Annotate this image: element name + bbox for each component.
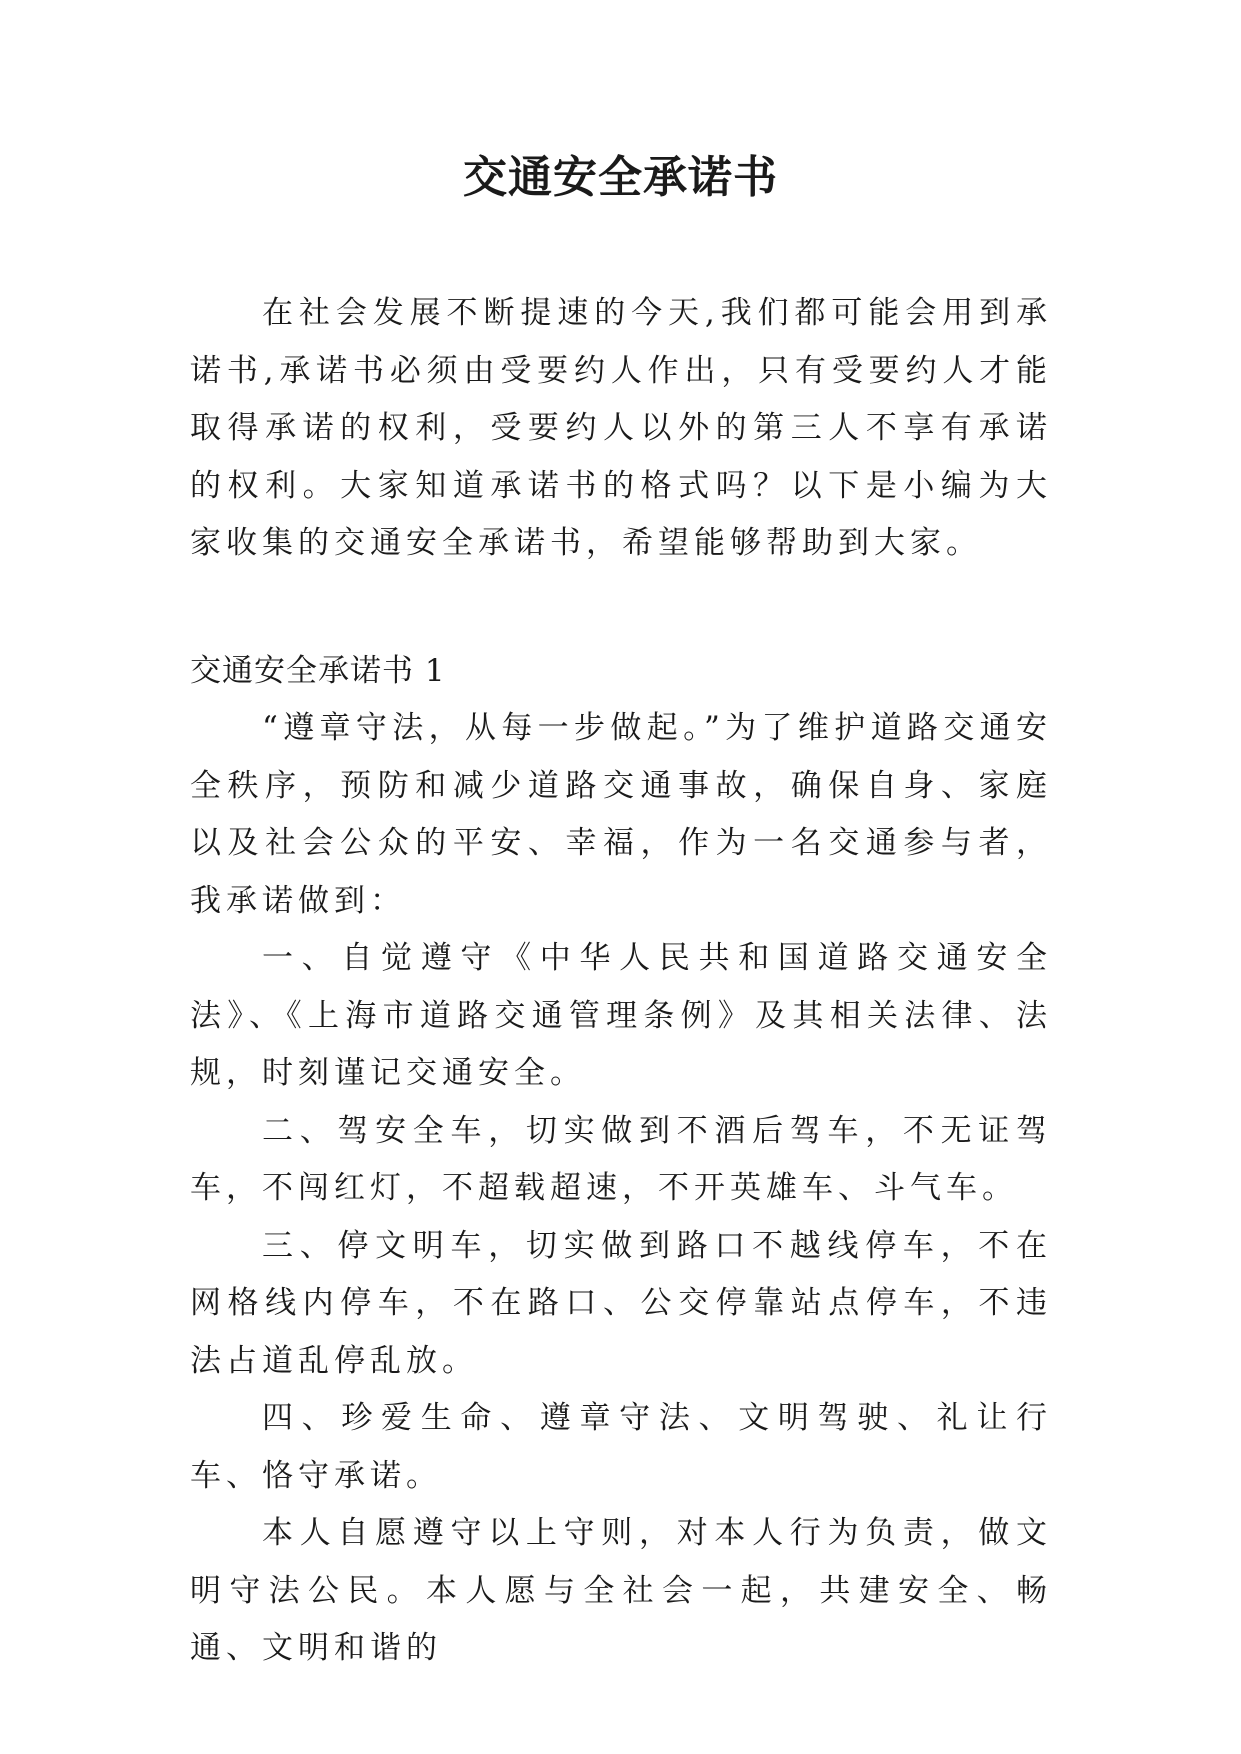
section-heading: 交通安全承诺书 1 — [190, 652, 446, 689]
pledge-item-4: 四、珍爱生命、遵章守法、文明驾驶、礼让行车、恪守承诺。 — [190, 1400, 1052, 1494]
document-body — [190, 285, 1052, 1678]
pledge-item-1: 一、自觉遵守《中华人民共和国道路交通安全法》、《上海市道路交通管理条例》及其相关法律、法规，时刻谨记交通安全。 — [190, 940, 1052, 1091]
pledge-paragraph-opening: “遵章守法，从每一步做起。”为了维护道路交通安全秩序，预防和减少道路交通事故，确保自身、家庭以及社会公众的平安、幸福，作为一名交通参与者，我承诺做到： — [190, 710, 1052, 919]
pledge-closing-paragraph: 本人自愿遵守以上守则，对本人行为负责，做文明守法公民。本人愿与全社会一起，共建安全、畅通、文明和谐的 — [190, 1515, 1052, 1666]
pledge-item-3: 三、停文明车，切实做到路口不越线停车，不在网格线内停车，不在路口、公交停靠站点停车，不违法占道乱停乱放。 — [190, 1227, 1052, 1379]
pledge-item-2: 二、驾安全车，切实做到不酒后驾车，不无证驾车，不闯红灯，不超载超速，不开英雄车、斗气车。 — [190, 1112, 1052, 1206]
document-title: 交通安全承诺书 — [463, 152, 778, 203]
intro-paragraph: 在社会发展不断提速的今天,我们都可能会用到承诺书,承诺书必须由受要约人作出，只有受要约人才能取得承诺的权利，受要约人以外的第三人不享有承诺的权利。大家知道承诺书的格式吗？以下是小编为大家收集的交通安全承诺书，希望能够帮助到大家。 — [190, 295, 1052, 561]
